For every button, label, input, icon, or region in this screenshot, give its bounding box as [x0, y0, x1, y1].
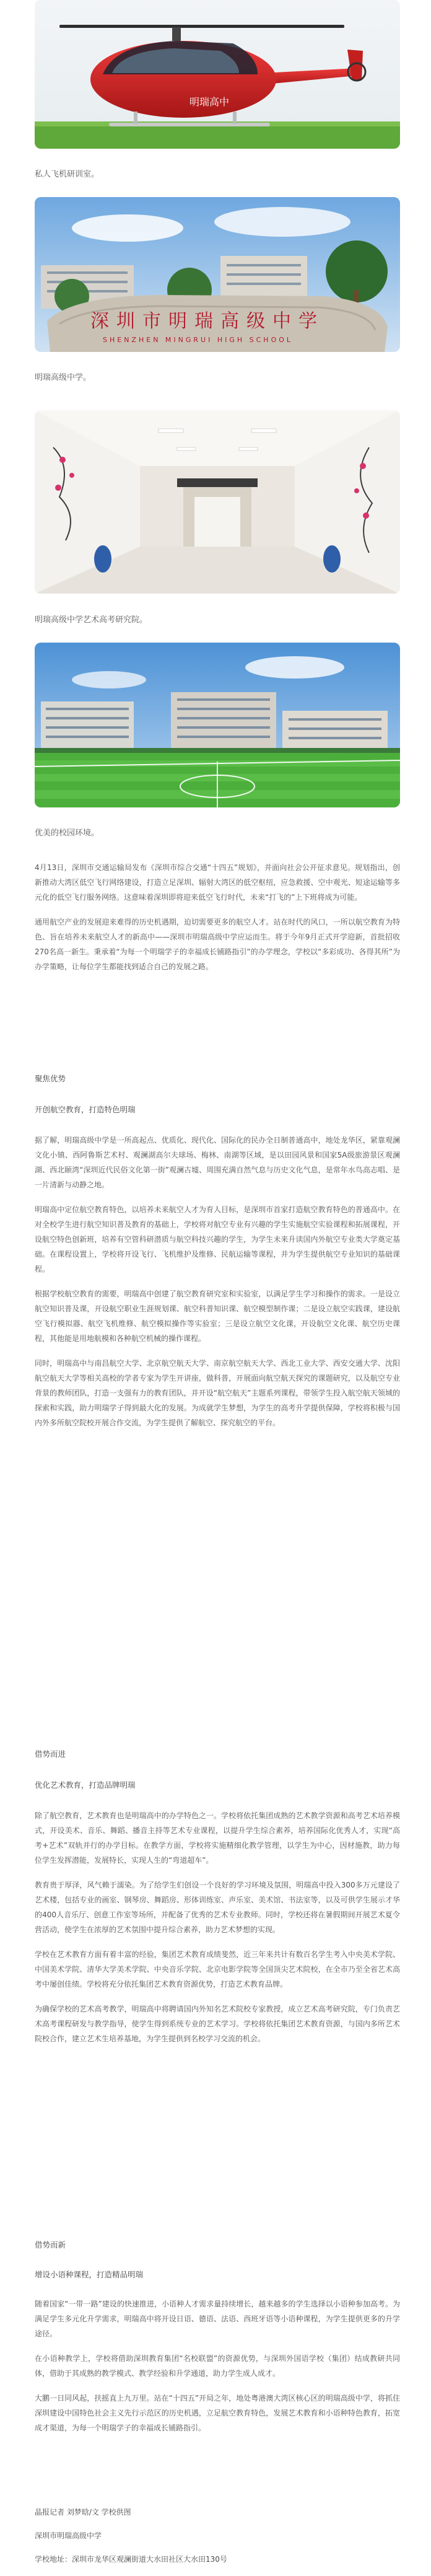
section-1-body	[35, 1133, 400, 1440]
gate-stone-english: SHENZHEN MINGRUI HIGH SCHOOL	[103, 336, 294, 344]
section-paragraph: 根据学校航空教育的需要，明瑞高中创建了航空教育研究室和实验室，以满足学生学习和操作的需求。一是设立航空知识普及课，开设航空职业生涯规划课、航空科普知识课、航空模型制作课；二是设立航空实践课，建设航空飞行模拟器、航空飞机维修、航空模拟操作等实验室；三是设立航空文化课，开设航空文化课、航空历史课程，其他能是用地航模和各种航空机械的操作课程。	[35, 1290, 400, 1343]
intro-paragraph: 通用航空产业的发展迎来难得的历史机遇期，迫切需要更多的航空人才。站在时代的风口，一所以航空教育为特色、旨在培养未来航空人才的新高中——深圳市明瑞高级中学应运而生。将于今年9月正式开学迎新，首批招收270名高一新生。秉承着“为每一个明瑞学子的幸福成长铺路指引”的办学理念，学校以“多彩成功、各得其所”为办学策略，让每位学生都能找到适合自己的发展之路。	[35, 918, 400, 971]
section-3-body	[35, 2297, 400, 2445]
author-credit: 晶报记者 刘梦晗/文 学校供图	[35, 2508, 131, 2517]
campus-caption: 优美的校园环境。	[35, 829, 100, 838]
school-gate-caption: 明瑞高级中学。	[35, 373, 92, 382]
intro-paragraph: 4月13日，深圳市交通运输局发布《深圳市综合交通“十四五”规划》，并面向社会公开征求意见。规划指出，创新推动大湾区低空飞行网络建设，打造立足深圳、辐射大湾区的低空枢纽，应急救援、空中观光、短途运输等多元化的低空飞行服务网络。这意味着深圳即将迎来低空飞行时代，未来“打飞的”上下班将成为可能。	[35, 863, 400, 902]
campus-photo	[35, 643, 400, 807]
section-paragraph: 据了解，明瑞高级中学是一所高起点、优质化、现代化、国际化的民办全日制普通高中，地处龙华区，紧靠观澜文化小镇、西阿鲁斯艺术村、观澜湖高尔夫球场、梅林、南湖等区域，是以田园风景和国家5A级旅游景区观澜湖、西北颐湾“深圳近代民俗文化第一街”观澜古墟、周围充满自然气息与历史文化气息，是常年水鸟高志唱、是一片清新与动静之地。	[35, 1136, 400, 1189]
school-gate-photo	[35, 197, 400, 352]
section-paragraph: 学校在艺术教育方面有着丰富的经验，集团艺术教育成绩斐然，近三年来共计有数百名学生考入中央美术学院、中国美术学院、清华大学美术学院、中央音乐学院、北京电影学院等全国顶尖艺术院校，在全市乃至全省艺术高考中屡创佳绩。学校将充分依托集团艺术教育资源优势，打造艺术教育品牌。	[35, 1950, 400, 1989]
helicopter-photo	[35, 0, 400, 149]
section-paragraph: 教育贵于厚泽，风气赖于濡染。为了给学生们创设一个良好的学习环境及氛围，明瑞高中投入300多万元建设了艺术楼，包括专业的画室、钢琴房、舞蹈房、形体训练室、声乐室、美术馆、书法室等，以及可供学生展示才华的400人音乐厅、创意工作室等场所，并配备了优秀的艺术专业教师。同时，学校还将在暑假期间开展艺术夏令营活动，使学生在浓厚的艺术氛围中提升综合素养，助力艺术梦想的实现。	[35, 1881, 400, 1934]
section-3-title: 借势而新	[35, 2240, 66, 2249]
school-address: 学校地址：深圳市龙华区观澜街道大水田社区大水田130号	[35, 2555, 227, 2564]
section-2-subtitle: 优化艺术教育，打造品牌明瑞	[35, 1780, 136, 1790]
section-1-title: 聚焦优势	[35, 1074, 66, 1083]
helicopter-caption: 私人飞机研训室。	[35, 170, 100, 179]
school-name: 深圳市明瑞高级中学	[35, 2531, 102, 2540]
section-paragraph: 随着国家“一带一路”建设的快速推进，小语种人才需求量持续增长，越来越多的学生选择以小语种参加高考。为满足学生多元化升学需求，明瑞高中将开设日语、德语、法语、西班牙语等小语种课程，为学生提供更多的升学途径。	[35, 2300, 400, 2338]
section-paragraph: 大鹏一日同风起，扶摇直上九万里。站在“十四五”开局之年，地处粤港澳大湾区核心区的明瑞高级中学，将抓住深圳建设中国特色社会主义先行示范区的历史机遇，立足航空教育特色，发展艺术教育和小语种特色教育，拓宽成才渠道，为每一个明瑞学子的幸福成长铺路指引。	[35, 2394, 400, 2432]
gate-stone-chinese: 深圳市明瑞高级中学	[90, 310, 324, 332]
section-3-subtitle: 增设小语种课程，打造精品明瑞	[35, 2270, 144, 2279]
intro-text	[35, 860, 400, 984]
helicopter-logo-text: 明瑞高中	[189, 96, 230, 108]
section-paragraph: 为确保学校的艺术高考教学，明瑞高中将聘请国内外知名艺术院校专家教授，成立艺术高考研究院，专门负责艺术高考课程研发与教学指导，使学生得到系统专业的艺术学习。学校将依托集团艺术教育资源，与国内多所艺术院校合作，建立艺术生培养基地，为学生提供到名校学习交流的机会。	[35, 2005, 400, 2043]
section-1-subtitle: 开创航空教育，打造特色明瑞	[35, 1105, 136, 1114]
section-2-title: 借势而进	[35, 1749, 66, 1759]
section-paragraph: 明瑞高中定位航空教育特色，以培养未来航空人才为育人目标，是深圳市首家打造航空教育特色的普通高中。在对全校学生进行航空知识普及教育的基础上，学校将对航空专业有兴趣的学生实施航空实验课程和拓展课程，开设航空特色创新班，培养有空管科研潜质与航空科技兴趣的学生，为学生未来升读国内外航空专业类大学奠定基础。在课程设置上，学校将开设飞行、飞机维护及维修、民航运输等课程，并为学生提供航空专业知识的基础课程。	[35, 1205, 400, 1273]
section-paragraph: 除了航空教育，艺术教育也是明瑞高中的办学特色之一。学校将依托集团成熟的艺术教学资源和高考艺术培养模式，开设美术、音乐、舞蹈、播音主持等艺术专业课程，以提升学生综合素养，培养国际化优秀人才，实现“高考+艺术”双轨并行的办学目标。在教学方面，学校将实施精细化教学管理，以学生为中心，因材施教，助力每位学生发挥潜能，发展特长，实现人生的“弯道超车”。	[35, 1811, 400, 1865]
section-paragraph: 在小语种教学上，学校将借助深圳教育集团“名校联盟”的资源优势，与深圳外国语学校（集团）结成教研共同体，借助于其成熟的教学模式、教学经验和升学通道，助力学生成人成才。	[35, 2354, 400, 2378]
art-institute-caption: 明瑞高级中学艺术高考研究院。	[35, 615, 148, 625]
art-institute-photo	[35, 410, 400, 594]
article-footer	[35, 2503, 400, 2568]
section-2-body	[35, 1808, 400, 2056]
section-paragraph: 同时，明瑞高中与南昌航空大学、北京航空航天大学、南京航空航天大学、西北工业大学、西安交通大学、沈阳航空航天大学等相关高校的学者专家为学生开讲座，做科普，开展面向航空航天探究的课题研究，以及航空专业背景的教师团队，打造一支强有力的教育团队，并开设“航空航天”主题系列课程，带领学生投入航空航天领域的探索和实践，助力明瑞学子得到最大化的发展。为成就学生梦想，为学生的高考升学提供保障，学校将积极与国内外多所航空院校开展合作交流，为学生提供了解航空、探究航空的平台。	[35, 1359, 400, 1427]
